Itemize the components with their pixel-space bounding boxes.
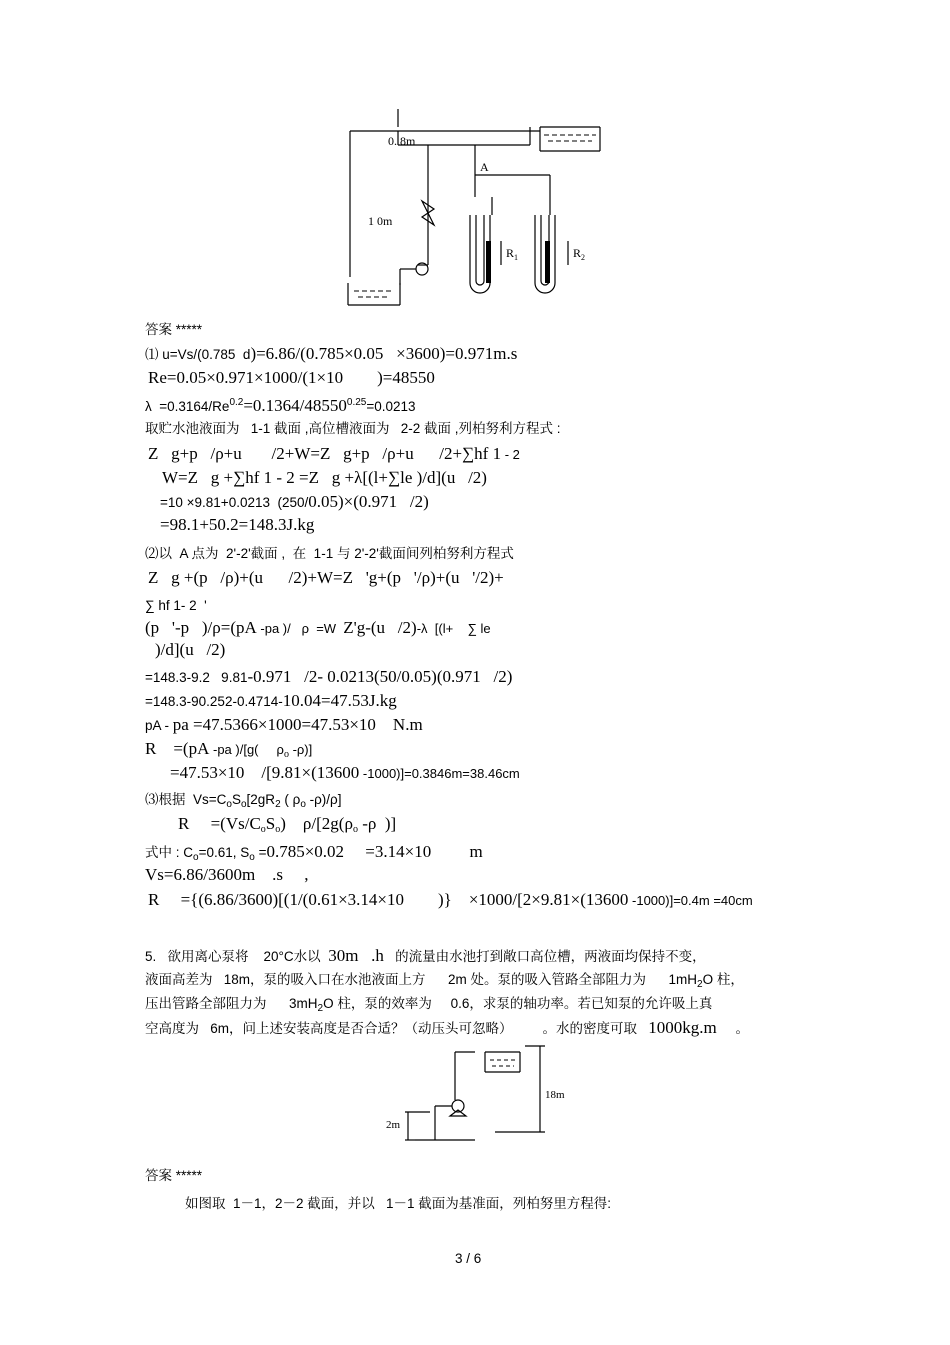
eq-pressure-numeric: =148.3-9.2 9.81-0.971 /2- 0.0213(50/0.05)(0.971 /2)	[145, 667, 513, 686]
answer-header-2: 答案 *****	[145, 1168, 203, 1183]
label-10m: 1 0m	[368, 214, 393, 228]
text-part-2: ⑵以 A 点为 2'-2'截面 , 在 1-1 与 2'-2'截面间列柏努利方程式	[145, 546, 514, 561]
label-r2: $R_2$	[573, 246, 586, 262]
text-section-choice-1: 取贮水池液面为 1-1 截面 ,高位槽液面为 2-2 截面 ,列柏努利方程式 :	[145, 421, 561, 436]
eq-bernoulli-2: Z g +(p /ρ)+(u /2)+W=Z 'g+(p '/ρ)+(u '/2)+	[148, 568, 504, 587]
eq-pressure-diff-cont: )/d](u /2)	[155, 640, 226, 659]
label-a: A	[480, 160, 489, 174]
eq-work: W=Z g +∑hf 1 - 2 =Z g +λ[(l+∑le )/d](u /2)	[162, 468, 487, 487]
figure-1-manometer-diagram	[330, 105, 620, 315]
eq-r2: R $=(Vs/C_oS_o)$ $\rho/[2g(\rho_o$ -ρ )]	[178, 814, 397, 835]
eq-r1: R =(pA -pa )/[g( $\rho_o$ -ρ)]	[145, 739, 313, 760]
eq-bernoulli-1: Z g+p /ρ+u /2+W=Z g+p /ρ+u /2+∑hf 1 - 2	[148, 444, 520, 463]
eq-lambda: $\lambda =0.3164/Re^{0.2}=0.1364/48550^{0.25}=0.0213$	[145, 396, 416, 415]
question-5-line-3: 压出管路全部阻力为 $3mH_2O$ 柱，泵的效率为 0.6，求泵的轴功率。若已知泵的允许吸上真	[145, 996, 713, 1014]
eq-work-result: =98.1+50.2=148.3J.kg	[160, 515, 315, 534]
eq-velocity: ⑴ u=Vs/(0.785 d)=6.86/(0.785×0.05 ×3600)=0.971m.s	[145, 344, 518, 363]
eq-pressure-result: =148.3-90.252-0.4714-10.04=47.53J.kg	[145, 691, 397, 710]
question-5-line-4: 空高度为 6m，问上述安装高度是否合适？（动压头可忽略） 。水的密度可取 1000kg.m 。	[145, 1018, 750, 1037]
label-2m: 2m	[386, 1119, 401, 1131]
label-r1: $R_1$	[506, 246, 519, 262]
eq-reynolds: Re=0.05×0.971×1000/(1×10 )=48550	[148, 368, 435, 387]
label-0-8m: 0. 8m	[388, 134, 416, 148]
text-coefficients: 式中 : $C_o=0.61$, $S_o =0.785\times 0.02$ =3.14×10 m	[145, 842, 483, 863]
page-number: 3 / 6	[455, 1251, 482, 1266]
question-5-line-1: 5. 欲用离心泵将 20°C水以 30m .h 的流量由水池打到敞口高位槽，两液面均保持不变，	[145, 946, 706, 965]
eq-friction-sum: ∑ hf 1- 2 '	[145, 598, 207, 613]
eq-work-numeric: =10 ×9.81+0.0213 (250/0.05)×(0.971 /2)	[160, 492, 429, 511]
answer-2-first-line: 如图取 1－1，2－2 截面，并以 1－1 截面为基准面，列柏努里方程得:	[185, 1196, 612, 1211]
eq-pressure-value: pA - pa =47.5366×1000=47.53×10 N.m	[145, 715, 423, 734]
eq-r1-result: =47.53×10 /[9.81×(13600 -1000)]=0.3846m=38.46cm	[170, 763, 520, 782]
answer-header-1: 答案 *****	[145, 322, 203, 337]
eq-pressure-diff: (p '-p )/ρ=(pA -pa )/ ρ =W Z'g-(u /2)-λ [(l+ ∑ le	[145, 618, 491, 637]
label-18m: 18m	[545, 1089, 565, 1101]
question-5-line-2: 液面高差为 18m，泵的吸入口在水池液面上方 2m 处。泵的吸入管路全部阻力为 $1mH_2O$ 柱，	[145, 972, 744, 990]
text-part-3: ⑶根据 $Vs=C_oS_o[2gR_2$ ( $\rho_o$ -ρ)/ρ]	[145, 792, 342, 810]
eq-vs: Vs=6.86/3600m .s ,	[145, 865, 309, 884]
eq-r2-result: R ={(6.86/3600)[(1/(0.61×3.14×10 )} ×1000/[2×9.81×(13600 -1000)]=0.4m =40cm	[148, 890, 753, 909]
figure-2-pump-diagram	[380, 1040, 580, 1160]
